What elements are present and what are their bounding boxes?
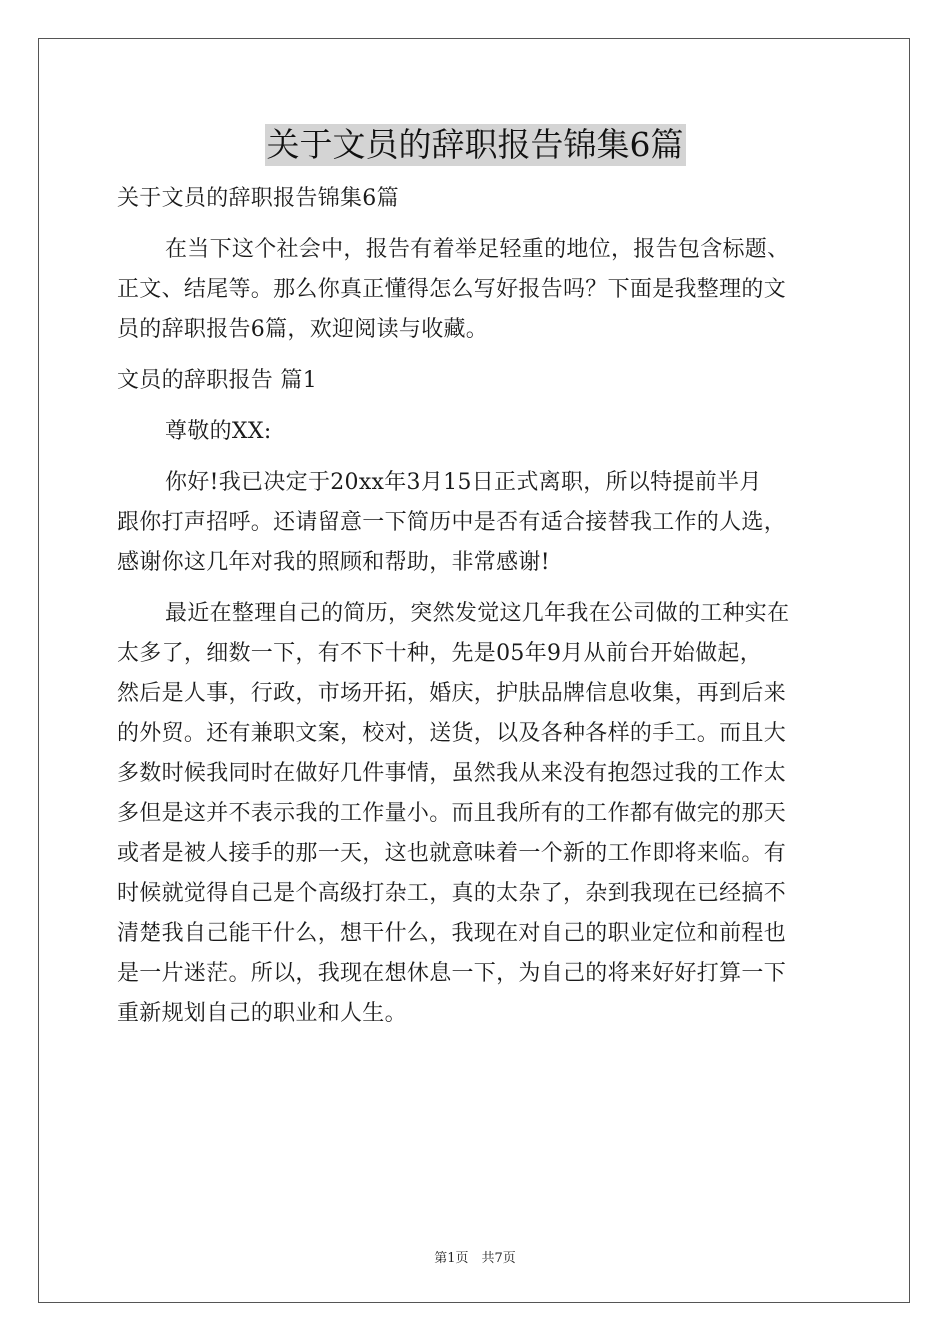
paragraph-line: 多数时候我同时在做好几件事情，虽然我从来没有抱怨过我的工作太 [117,761,787,786]
paragraph-line: 然后是人事，行政，市场开拓，婚庆，护肤品牌信息收集，再到后来 [117,681,787,706]
paragraph-line: 多但是这并不表示我的工作量小。而且我所有的工作都有做完的那天 [117,801,787,826]
paragraph-line: 或者是被人接手的那一天，这也就意味着一个新的工作即将来临。有 [117,841,787,866]
document-subtitle: 关于文员的辞职报告锦集6篇 [117,186,399,211]
paragraph-line: 最近在整理自己的简历，突然发觉这几年我在公司做的工种实在 [165,601,790,626]
paragraph-line: 重新规划自己的职业和人生。 [117,1001,407,1026]
paragraph-line: 你好!我已决定于20xx年3月15日正式离职，所以特提前半月 [165,470,762,495]
page-footer: 第1页 共7页 [434,1251,516,1266]
paragraph-line: 的外贸。还有兼职文案，校对，送货，以及各种各样的手工。而且大 [117,721,787,746]
intro-line: 员的辞职报告6篇，欢迎阅读与收藏。 [117,317,489,342]
document-body [117,179,833,1034]
title-container [0,124,950,166]
paragraph-line: 清楚我自己能干什么，想干什么，我现在对自己的职业定位和前程也 [117,921,787,946]
paragraph-line: 太多了，细数一下，有不下十种，先是05年9月从前台开始做起， [117,641,762,666]
intro-line: 正文、结尾等。那么你真正懂得怎么写好报告吗？下面是我整理的文 [117,277,787,302]
paragraph-line: 是一片迷茫。所以，我现在想休息一下，为自己的将来好好打算一下 [117,961,787,986]
section-heading: 文员的辞职报告 篇1 [117,368,317,393]
document-title: 关于文员的辞职报告锦集6篇 [266,125,684,164]
paragraph-line: 感谢你这几年对我的照顾和帮助，非常感谢! [117,550,550,575]
paragraph-line: 跟你打声招呼。还请留意一下简历中是否有适合接替我工作的人选， [117,510,787,535]
intro-line: 在当下这个社会中，报告有着举足轻重的地位，报告包含标题、 [165,237,790,262]
salutation: 尊敬的XX: [165,419,272,444]
paragraph-line: 时候就觉得自己是个高级打杂工，真的太杂了，杂到我现在已经搞不 [117,881,787,906]
